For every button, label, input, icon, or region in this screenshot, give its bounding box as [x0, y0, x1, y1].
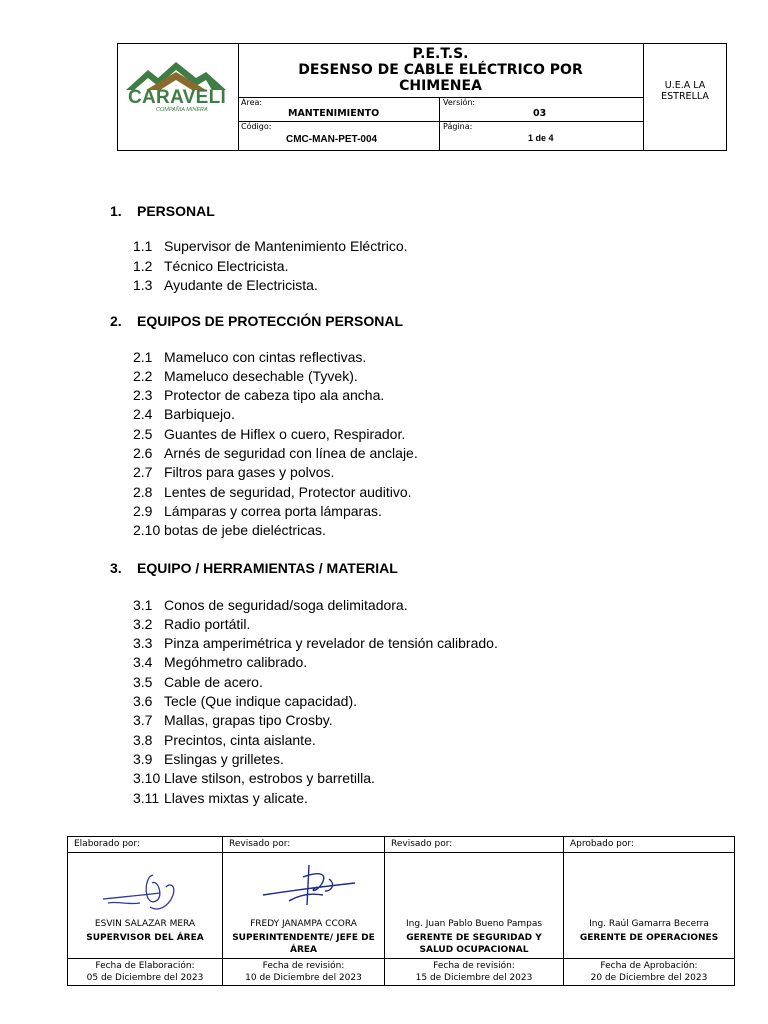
item-number: 3.7 [133, 712, 153, 728]
item-text: botas de jebe dieléctricas. [164, 522, 326, 538]
list-item [133, 426, 405, 442]
item-number: 2.5 [133, 426, 153, 442]
item-text: Llaves mixtas y alicate. [164, 790, 308, 806]
document-info-grid [238, 97, 643, 150]
section-heading [110, 313, 403, 329]
date-value: 15 de Diciembre del 2023 [415, 973, 533, 983]
date-cell [68, 958, 222, 985]
item-text: Radio portátil. [164, 616, 251, 632]
signer-role: SUPERINTENDENTE/ JEFE DE ÁREA [232, 933, 375, 955]
list-item [133, 277, 318, 293]
list-item [133, 770, 375, 786]
date-value: 10 de Diciembre del 2023 [245, 973, 362, 983]
signer-name: Ing. Juan Pablo Bueno Pampas [405, 919, 543, 929]
page-label: Página: [443, 122, 473, 131]
list-item [133, 654, 307, 670]
section-heading [110, 203, 215, 219]
item-text: Mallas, grapas tipo Crosby. [164, 712, 333, 728]
version-box [440, 97, 643, 123]
list-item [133, 635, 498, 651]
item-text: Eslingas y grilletes. [164, 751, 284, 767]
item-number: 2.2 [133, 368, 153, 384]
item-number: 1.1 [133, 238, 153, 254]
section-heading [110, 560, 398, 576]
item-number: 3.9 [133, 751, 153, 767]
item-text: Arnés de seguridad con línea de anclaje. [164, 445, 418, 461]
section-number: 2. [110, 313, 122, 329]
area-box [238, 97, 440, 123]
section-number: 3. [110, 560, 122, 576]
item-text: Lentes de seguridad, Protector auditivo. [164, 484, 412, 500]
item-text: Guantes de Hiflex o cuero, Respirador. [164, 426, 406, 442]
item-number: 2.7 [133, 464, 153, 480]
list-item [133, 368, 358, 384]
date-label: Fecha de Aprobación: [600, 961, 698, 971]
item-number: 2.1 [133, 349, 153, 365]
item-number: 2.10 [133, 522, 161, 538]
company-subtitle: COMPAÑIA MINERA [156, 107, 208, 113]
approval-column [223, 837, 385, 985]
list-item [133, 674, 263, 690]
list-item [133, 693, 357, 709]
list-item [133, 712, 333, 728]
list-item [133, 349, 366, 365]
code-value: CMC-MAN-PET-004 [286, 134, 378, 145]
page-box [440, 121, 643, 150]
column-header: Elaborado por: [68, 837, 222, 853]
logo-cell [118, 44, 239, 150]
list-item [133, 751, 284, 767]
item-number: 3.11 [133, 790, 160, 806]
item-text: Barbiquejo. [164, 406, 235, 422]
version-label: Versión: [443, 98, 476, 107]
list-item [133, 258, 288, 274]
item-text: Tecle (Que indique capacidad). [164, 693, 358, 709]
item-number: 3.1 [133, 597, 153, 613]
section-number: 1. [110, 203, 122, 219]
list-item [133, 597, 408, 613]
section-title: EQUIPO / HERRAMIENTAS / MATERIAL [137, 560, 398, 576]
item-text: Lámparas y correa porta lámparas. [164, 503, 382, 519]
list-item [133, 732, 316, 748]
approval-column [564, 837, 734, 985]
list-item [133, 406, 235, 422]
list-item [133, 503, 382, 519]
area-label: Área: [241, 98, 263, 107]
item-text: Precintos, cinta aislante. [164, 732, 316, 748]
date-cell [564, 958, 734, 985]
date-label: Fecha de Elaboración: [95, 961, 195, 971]
list-item [133, 522, 326, 538]
signer-name: FREDY JANAMPA CCORA [250, 919, 357, 929]
item-text: Ayudante de Electricista. [164, 277, 318, 293]
item-number: 2.3 [133, 387, 153, 403]
item-number: 2.9 [133, 503, 153, 519]
date-value: 05 de Diciembre del 2023 [86, 973, 204, 983]
date-label: Fecha de revisión: [433, 961, 515, 971]
item-text: Técnico Electricista. [164, 258, 289, 274]
code-label: Código: [241, 122, 272, 131]
signer-role: GERENTE DE OPERACIONES [579, 933, 719, 943]
item-number: 2.6 [133, 445, 153, 461]
page-value: 1 de 4 [528, 133, 554, 143]
item-number: 2.4 [133, 406, 153, 422]
date-value: 20 de Diciembre del 2023 [590, 973, 708, 983]
item-number: 3.8 [133, 732, 153, 748]
list-item [133, 484, 412, 500]
version-value: 03 [533, 108, 547, 119]
signer-role: SUPERVISOR DEL ÁREA [86, 933, 204, 943]
title-line: P.E.T.S. [412, 46, 469, 62]
item-number: 3.2 [133, 616, 153, 632]
column-header: Revisado por: [223, 837, 384, 853]
list-item [133, 616, 250, 632]
column-header: Aprobado por: [564, 837, 734, 853]
area-value: MANTENIMIENTO [288, 108, 380, 119]
item-text: Mameluco con cintas reflectivas. [164, 349, 367, 365]
title-line: DESENSO DE CABLE ELÉCTRICO POR [298, 62, 583, 78]
signature-icon [98, 867, 198, 915]
section-title: PERSONAL [137, 203, 215, 219]
title-line: CHIMENEA [399, 78, 482, 94]
document-header [117, 43, 727, 151]
list-item [133, 238, 408, 254]
signer-name: Ing. Raúl Gamarra Becerra [589, 919, 709, 929]
item-number: 3.5 [133, 674, 153, 690]
unit-name: U.E.A LA ESTRELLA [661, 80, 709, 102]
signature-icon [259, 861, 359, 913]
unit-cell [643, 44, 726, 150]
item-text: Cable de acero. [164, 674, 263, 690]
item-number: 3.10 [133, 770, 161, 786]
approval-column [68, 837, 223, 985]
list-item [133, 387, 384, 403]
approval-table [67, 836, 735, 986]
item-text: Supervisor de Mantenimiento Eléctrico. [164, 238, 408, 254]
signer-name: ESVIN SALAZAR MERA [94, 919, 196, 929]
date-label: Fecha de revisión: [262, 961, 345, 971]
item-number: 1.3 [133, 277, 153, 293]
item-number: 3.6 [133, 693, 153, 709]
item-number: 3.3 [133, 635, 153, 651]
company-name: CARAVELI [128, 87, 227, 108]
list-item [133, 445, 418, 461]
item-text: Megóhmetro calibrado. [164, 654, 308, 670]
approval-column [385, 837, 564, 985]
column-header: Revisado por: [385, 837, 563, 853]
list-item [133, 464, 334, 480]
date-cell [385, 958, 563, 985]
section-title: EQUIPOS DE PROTECCIÓN PERSONAL [137, 313, 404, 329]
signer-role: GERENTE DE SEGURIDAD Y SALUD OCUPACIONAL [406, 933, 542, 955]
item-text: Llave stilson, estrobos y barretilla. [164, 770, 375, 786]
item-text: Pinza amperimétrica y revelador de tensión calibrado. [164, 635, 498, 651]
item-number: 2.8 [133, 484, 153, 500]
code-box [238, 121, 440, 150]
date-cell [223, 958, 384, 985]
item-text: Filtros para gases y polvos. [164, 464, 335, 480]
item-text: Conos de seguridad/soga delimitadora. [164, 597, 408, 613]
item-number: 3.4 [133, 654, 153, 670]
item-text: Mameluco desechable (Tyvek). [164, 368, 358, 384]
item-text: Protector de cabeza tipo ala ancha. [164, 387, 385, 403]
item-number: 1.2 [133, 258, 153, 274]
document-title [238, 44, 643, 97]
list-item [133, 790, 308, 806]
